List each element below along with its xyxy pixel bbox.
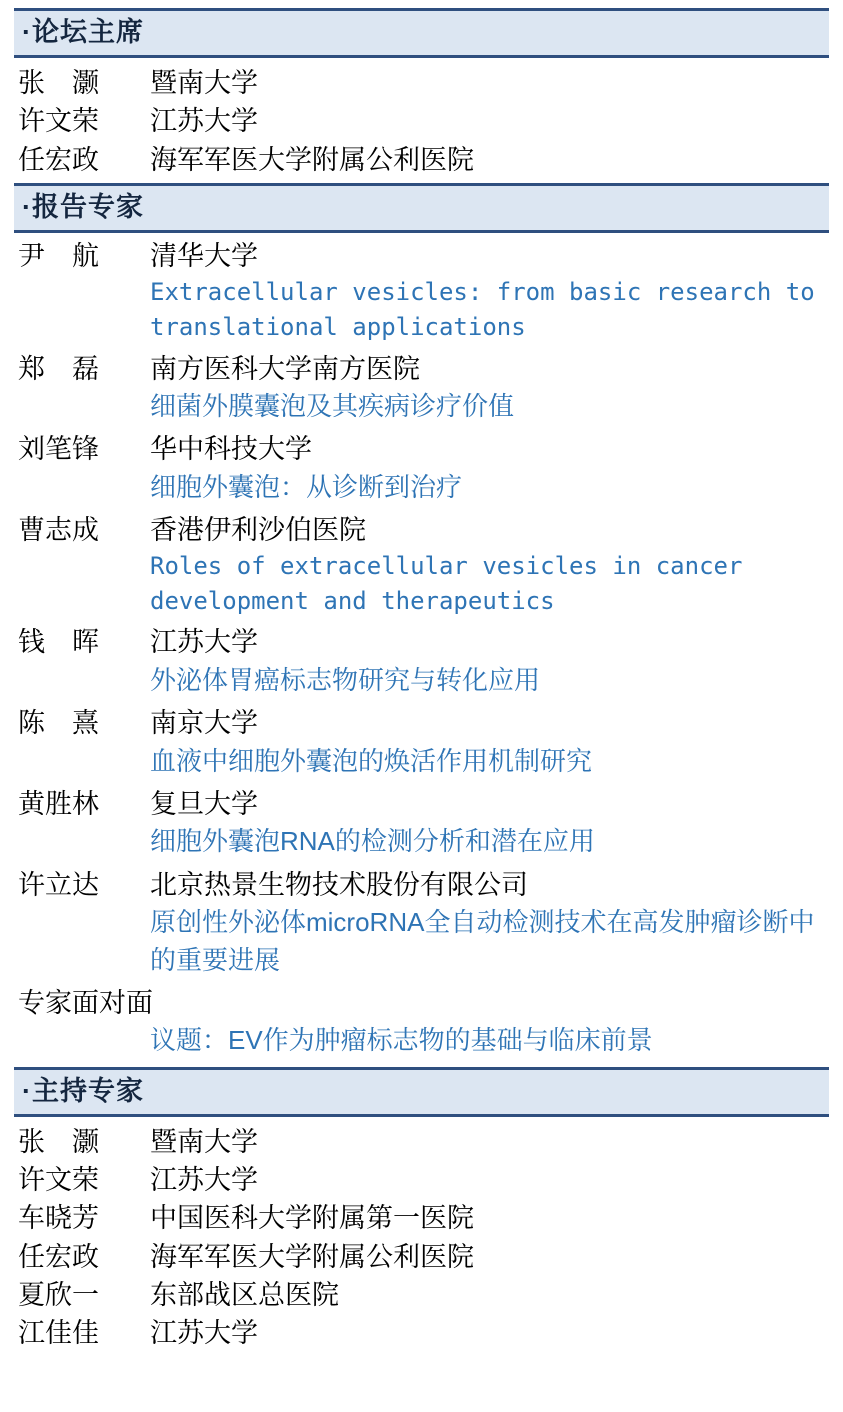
list-item <box>18 237 829 344</box>
person-name: 江佳佳 <box>18 1318 99 1349</box>
person-affiliation: 海军军医大学附属公利医院 <box>150 144 474 175</box>
list-item <box>18 1161 829 1199</box>
person-affiliation: 中国医科大学附属第一医院 <box>150 1203 474 1234</box>
section-header-speakers: ·报告专家 <box>14 183 829 233</box>
speaker-affiliation: 清华大学 <box>150 241 258 272</box>
speaker-affiliation: 南方医科大学南方医院 <box>150 353 420 384</box>
person-name: 张 灏 <box>18 1126 99 1157</box>
person-affiliation: 江苏大学 <box>150 1165 258 1196</box>
speakers-list <box>14 233 829 1067</box>
speaker-talk-title: 原创性外泌体microRNA全自动检测技术在高发肿瘤诊断中的重要进展 <box>150 907 815 975</box>
speaker-affiliation: 北京热景生物技术股份有限公司 <box>150 869 528 900</box>
person-affiliation: 江苏大学 <box>150 1318 258 1349</box>
person-affiliation: 暨南大学 <box>150 1126 258 1157</box>
list-item <box>18 1276 829 1314</box>
speaker-talk-title: 细菌外膜囊泡及其疾病诊疗价值 <box>150 390 515 421</box>
moderators-list <box>14 1117 829 1357</box>
speaker-name: 黄胜林 <box>18 788 99 819</box>
speaker-name: 钱 晖 <box>18 627 99 658</box>
list-item <box>18 1314 829 1352</box>
speaker-affiliation: 复旦大学 <box>150 788 258 819</box>
list-item <box>18 350 829 426</box>
speaker-affiliation: 香港伊利沙伯医院 <box>150 515 366 546</box>
list-item <box>18 141 829 179</box>
speaker-name: 郑 磊 <box>18 353 99 384</box>
list-item <box>18 704 829 780</box>
speaker-affiliation: 华中科技大学 <box>150 434 312 465</box>
speaker-name: 尹 航 <box>18 241 99 272</box>
person-name: 任宏政 <box>18 1241 99 1272</box>
list-item <box>18 102 829 140</box>
section-header-forum-chairs: ·论坛主席 <box>14 8 829 58</box>
speaker-name: 许立达 <box>18 869 99 900</box>
list-item <box>18 1238 829 1276</box>
panel-discussion <box>18 984 829 1060</box>
list-item <box>18 866 829 979</box>
person-affiliation: 暨南大学 <box>150 68 258 99</box>
forum-chairs-list <box>14 58 829 183</box>
speaker-affiliation: 江苏大学 <box>150 627 258 658</box>
speaker-name: 曹志成 <box>18 515 99 546</box>
list-item <box>18 430 829 506</box>
speaker-talk-title: Roles of extracellular vesicles in cancer development and therapeutics <box>150 552 743 615</box>
person-name: 张 灏 <box>18 68 99 99</box>
person-name: 许文荣 <box>18 106 99 137</box>
person-affiliation: 海军军医大学附属公利医院 <box>150 1241 474 1272</box>
list-item <box>18 511 829 618</box>
section-header-moderators: ·主持专家 <box>14 1067 829 1117</box>
speaker-name: 刘笔锋 <box>18 434 99 465</box>
person-name: 任宏政 <box>18 144 99 175</box>
list-item <box>18 1199 829 1237</box>
speaker-talk-title: Extracellular vesicles: from basic research to translational applications <box>150 278 815 341</box>
panel-label: 专家面对面 <box>18 987 153 1018</box>
speaker-talk-title: 细胞外囊泡：从诊断到治疗 <box>150 471 463 502</box>
speaker-talk-title: 血液中细胞外囊泡的焕活作用机制研究 <box>150 745 593 776</box>
list-item <box>18 623 829 699</box>
panel-topic: 议题：EV作为肿瘤标志物的基础与临床前景 <box>150 1025 653 1056</box>
list-item <box>18 64 829 102</box>
list-item <box>18 785 829 861</box>
speaker-affiliation: 南京大学 <box>150 708 258 739</box>
person-name: 车晓芳 <box>18 1203 99 1234</box>
person-name: 许文荣 <box>18 1165 99 1196</box>
person-name: 夏欣一 <box>18 1280 99 1311</box>
speaker-talk-title: 细胞外囊泡RNA的检测分析和潜在应用 <box>150 826 595 857</box>
list-item <box>18 1123 829 1161</box>
person-affiliation: 东部战区总医院 <box>150 1280 339 1311</box>
person-affiliation: 江苏大学 <box>150 106 258 137</box>
speaker-name: 陈 熹 <box>18 708 99 739</box>
speaker-talk-title: 外泌体胃癌标志物研究与转化应用 <box>150 664 541 695</box>
